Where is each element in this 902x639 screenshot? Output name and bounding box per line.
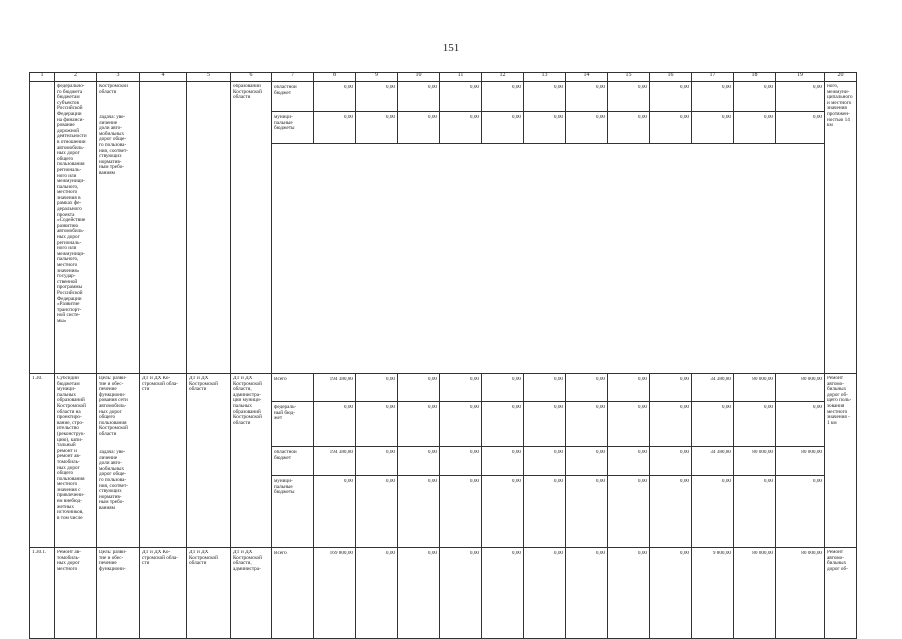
amount-value: 0,00 <box>721 479 731 484</box>
amount-value: 0,00 <box>427 405 437 410</box>
value-cell <box>607 475 650 548</box>
funding-source: федераль- ный бюд- жет <box>274 405 297 422</box>
amount-value: 34 380,80 <box>710 377 731 382</box>
amount-value: 0,00 <box>511 450 521 455</box>
column-header: 15 <box>607 72 650 82</box>
value-cell <box>691 475 734 548</box>
value-cell <box>733 547 776 639</box>
amount-value: 0,00 <box>385 115 395 120</box>
amount-value: 34 380,80 <box>710 450 731 455</box>
value-cell <box>355 547 398 639</box>
coexecutor-text: ДТ и ДХ Костромской области <box>189 550 218 567</box>
amount-value: 0,00 <box>469 377 479 382</box>
amount-value: 0,00 <box>553 405 563 410</box>
amount-value: 0,00 <box>469 115 479 120</box>
funding-source: областной бюджет <box>274 85 297 96</box>
funding-source-cell <box>271 547 314 639</box>
value-cell <box>733 475 776 548</box>
column-header: 3 <box>96 72 140 82</box>
amount-value: 0,00 <box>595 377 605 382</box>
amount-value: 80 000,00 <box>801 450 822 455</box>
amount-value: 9 800,00 <box>712 551 731 556</box>
amount-value: 0,00 <box>721 85 731 90</box>
column-header: 5 <box>186 72 231 82</box>
value-cell <box>439 547 482 639</box>
amount-value: 0,00 <box>679 115 689 120</box>
amount-value: 80 000,00 <box>752 450 773 455</box>
amount-value: 0,00 <box>427 115 437 120</box>
amount-value: 0,00 <box>679 377 689 382</box>
amount-value: 0,00 <box>763 85 773 90</box>
amount-value: 0,00 <box>763 479 773 484</box>
value-cell <box>313 547 356 639</box>
amount-value: 0,00 <box>343 85 353 90</box>
row-number: 1.30. <box>32 376 43 381</box>
amount-value: 0,00 <box>595 85 605 90</box>
value-cell <box>397 475 440 548</box>
amount-value: 0,00 <box>595 405 605 410</box>
amount-value: 0,00 <box>553 85 563 90</box>
amount-value: 0,00 <box>469 450 479 455</box>
executor-text: ДТ и ДХ Ко- стромской обла- сти <box>142 550 178 567</box>
amount-value: 0,00 <box>469 405 479 410</box>
amount-value: 0,00 <box>637 551 647 556</box>
amount-value: 0,00 <box>511 479 521 484</box>
value-cell <box>775 547 825 639</box>
value-cell <box>439 475 482 548</box>
column-header: 6 <box>230 72 272 82</box>
budget-table <box>30 73 857 639</box>
value-cell <box>775 475 825 548</box>
amount-value: 0,00 <box>721 115 731 120</box>
column-header: 16 <box>649 72 692 82</box>
amount-value: 0,00 <box>637 479 647 484</box>
amount-value: 169 800,00 <box>329 551 353 556</box>
goal-text: Цель: разви- тие и обес- печение функциони- <box>99 550 127 572</box>
amount-value: 0,00 <box>343 405 353 410</box>
column-header: 10 <box>397 72 440 82</box>
value-cell <box>523 547 566 639</box>
executor-text: ДТ и ДХ Ко- стромской обла- сти <box>142 376 178 393</box>
value-cell <box>355 475 398 548</box>
amount-value: 80 000,00 <box>801 377 822 382</box>
row-number: 1.30.1. <box>32 550 47 555</box>
amount-value: 0,00 <box>553 450 563 455</box>
amount-value: 0,00 <box>469 479 479 484</box>
measure-description: Субсидии бюджетам муници- пальных образований Костромской области на проектиро- вание, стро- ительство (реконструк- цию), капи- тальный ремонт и ремонт ав- томобиль- ных дорог общего пользования местного значения с привлечени- ем внебюд- жетных источников, в том числе <box>57 376 86 521</box>
column-header: 13 <box>523 72 566 82</box>
result-text: Ремонт автомо- бильных дорог об- <box>827 550 848 572</box>
column-header: 19 <box>775 72 825 82</box>
amount-value: 0,00 <box>679 405 689 410</box>
amount-value: 0,00 <box>511 85 521 90</box>
result-text: ного, межмуни- ципального и местного значения протяжен- ностью 14 км <box>827 84 853 129</box>
value-cell <box>481 547 524 639</box>
amount-value: 0,00 <box>385 405 395 410</box>
column-header: 9 <box>355 72 398 82</box>
span-cell <box>139 373 187 548</box>
amount-value: 0,00 <box>595 115 605 120</box>
column-header: 8 <box>313 72 356 82</box>
amount-value: 0,00 <box>427 85 437 90</box>
measure-description: федерально- го бюджета бюджетам субъектов Российской Федерации на финанси- рование дорожной деятельности в отношении автомобиль- ных дорог общего пользования региональ- ного или межмуници- пального, местного значения в рамках фе- дерального проекта «Содействие развитию автомобиль- ных дорог региональ- ного или межмуници- пального, местного значения» государ- ственной программы Российской Федерации «Развитие транспорт- ной систе- мы» <box>57 84 87 324</box>
amount-value: 0,00 <box>637 377 647 382</box>
amount-value: 80 000,00 <box>752 551 773 556</box>
span-cell <box>29 373 55 548</box>
column-header: 11 <box>439 72 482 82</box>
amount-value: 0,00 <box>343 115 353 120</box>
amount-value: 0,00 <box>427 479 437 484</box>
amount-value: 0,00 <box>637 450 647 455</box>
amount-value: 0,00 <box>469 85 479 90</box>
column-header: 2 <box>54 72 97 82</box>
value-cell <box>607 547 650 639</box>
span-cell <box>186 81 231 374</box>
goal-text: Костромской области <box>99 84 128 95</box>
amount-value: 80 000,00 <box>801 551 822 556</box>
column-header: 7 <box>271 72 314 82</box>
funding-source: Всего <box>274 377 287 382</box>
value-cell <box>691 547 734 639</box>
column-header: 1 <box>29 72 55 82</box>
amount-value: 0,00 <box>637 115 647 120</box>
value-cell <box>313 475 356 548</box>
amount-value: 0,00 <box>763 405 773 410</box>
measure-description: Ремонт ав- томобиль- ных дорог местного <box>57 550 81 572</box>
amount-value: 0,00 <box>511 405 521 410</box>
span-cell <box>139 81 187 374</box>
amount-value: 0,00 <box>763 115 773 120</box>
amount-value: 0,00 <box>812 85 822 90</box>
column-header: 4 <box>139 72 187 82</box>
amount-value: 0,00 <box>637 85 647 90</box>
amount-value: 0,00 <box>595 479 605 484</box>
amount-value: 0,00 <box>812 479 822 484</box>
funding-source: муници- пальные бюджеты <box>274 479 295 496</box>
amount-value: 0,00 <box>595 551 605 556</box>
amount-value: 0,00 <box>721 405 731 410</box>
amount-value: 0,00 <box>553 377 563 382</box>
amount-value: 0,00 <box>637 405 647 410</box>
task-text: Задача: уве- личение доли авто- мобильных дорог обще- го пользова- ния, соответ- ствующих норматив- ным требо- ваниям <box>99 450 128 511</box>
amount-value: 194 380,80 <box>329 377 353 382</box>
amount-value: 0,00 <box>553 115 563 120</box>
amount-value: 0,00 <box>812 405 822 410</box>
participant-text: образований Костромской области <box>233 84 262 101</box>
amount-value: 194 380,80 <box>329 450 353 455</box>
amount-value: 80 000,00 <box>752 377 773 382</box>
task-text: Задача: уве- личение доли авто- мобильных дорог обще- го пользова- ния, соответ- ствующих норматив- ным требо- ваниям <box>99 115 128 176</box>
amount-value: 0,00 <box>511 551 521 556</box>
amount-value: 0,00 <box>511 115 521 120</box>
page-number: 151 <box>442 42 460 54</box>
goal-text: Цель: разви- тие и обес- печение функциони- рования сети автомобиль- ных дорог общего пользования Костромской области <box>99 376 128 437</box>
funding-source: Всего <box>274 551 287 556</box>
amount-value: 0,00 <box>385 450 395 455</box>
amount-value: 0,00 <box>679 551 689 556</box>
coexecutor-text: ДТ и ДХ Костромской области <box>189 376 218 393</box>
amount-value: 0,00 <box>427 377 437 382</box>
amount-value: 0,00 <box>385 85 395 90</box>
column-header: 12 <box>481 72 524 82</box>
amount-value: 0,00 <box>385 479 395 484</box>
value-cell <box>649 475 692 548</box>
span-cell <box>29 547 55 639</box>
span-cell <box>230 81 272 374</box>
amount-value: 0,00 <box>427 551 437 556</box>
amount-value: 0,00 <box>595 450 605 455</box>
amount-value: 0,00 <box>427 450 437 455</box>
column-header: 20 <box>824 72 857 82</box>
value-cell <box>649 547 692 639</box>
amount-value: 0,00 <box>469 551 479 556</box>
column-header: 17 <box>691 72 734 82</box>
result-text: Ремонт автомо- бильных дорог об- щего поль- зования местного значения - 1 км <box>827 376 852 426</box>
amount-value: 0,00 <box>343 479 353 484</box>
participant-text: ДТ и ДХ Костромской области, администра- <box>233 550 262 572</box>
value-cell <box>481 475 524 548</box>
value-cell <box>565 475 608 548</box>
amount-value: 0,00 <box>385 551 395 556</box>
funding-source: областной бюджет <box>274 450 297 461</box>
amount-value: 0,00 <box>679 85 689 90</box>
amount-value: 0,00 <box>679 450 689 455</box>
value-cell <box>523 475 566 548</box>
amount-value: 0,00 <box>385 377 395 382</box>
value-cell <box>397 547 440 639</box>
amount-value: 0,00 <box>553 551 563 556</box>
amount-value: 0,00 <box>679 479 689 484</box>
span-cell <box>29 81 55 374</box>
amount-value: 0,00 <box>511 377 521 382</box>
span-cell <box>186 373 231 548</box>
participant-text: ДТ и ДХ Костромской области, администра- ции муници- пальных образований Костромской области <box>233 376 262 426</box>
value-cell <box>565 547 608 639</box>
funding-source: муници- пальные бюджеты <box>274 115 295 132</box>
amount-value: 0,00 <box>812 115 822 120</box>
column-header: 14 <box>565 72 608 82</box>
amount-value: 0,00 <box>553 479 563 484</box>
column-header: 18 <box>733 72 776 82</box>
